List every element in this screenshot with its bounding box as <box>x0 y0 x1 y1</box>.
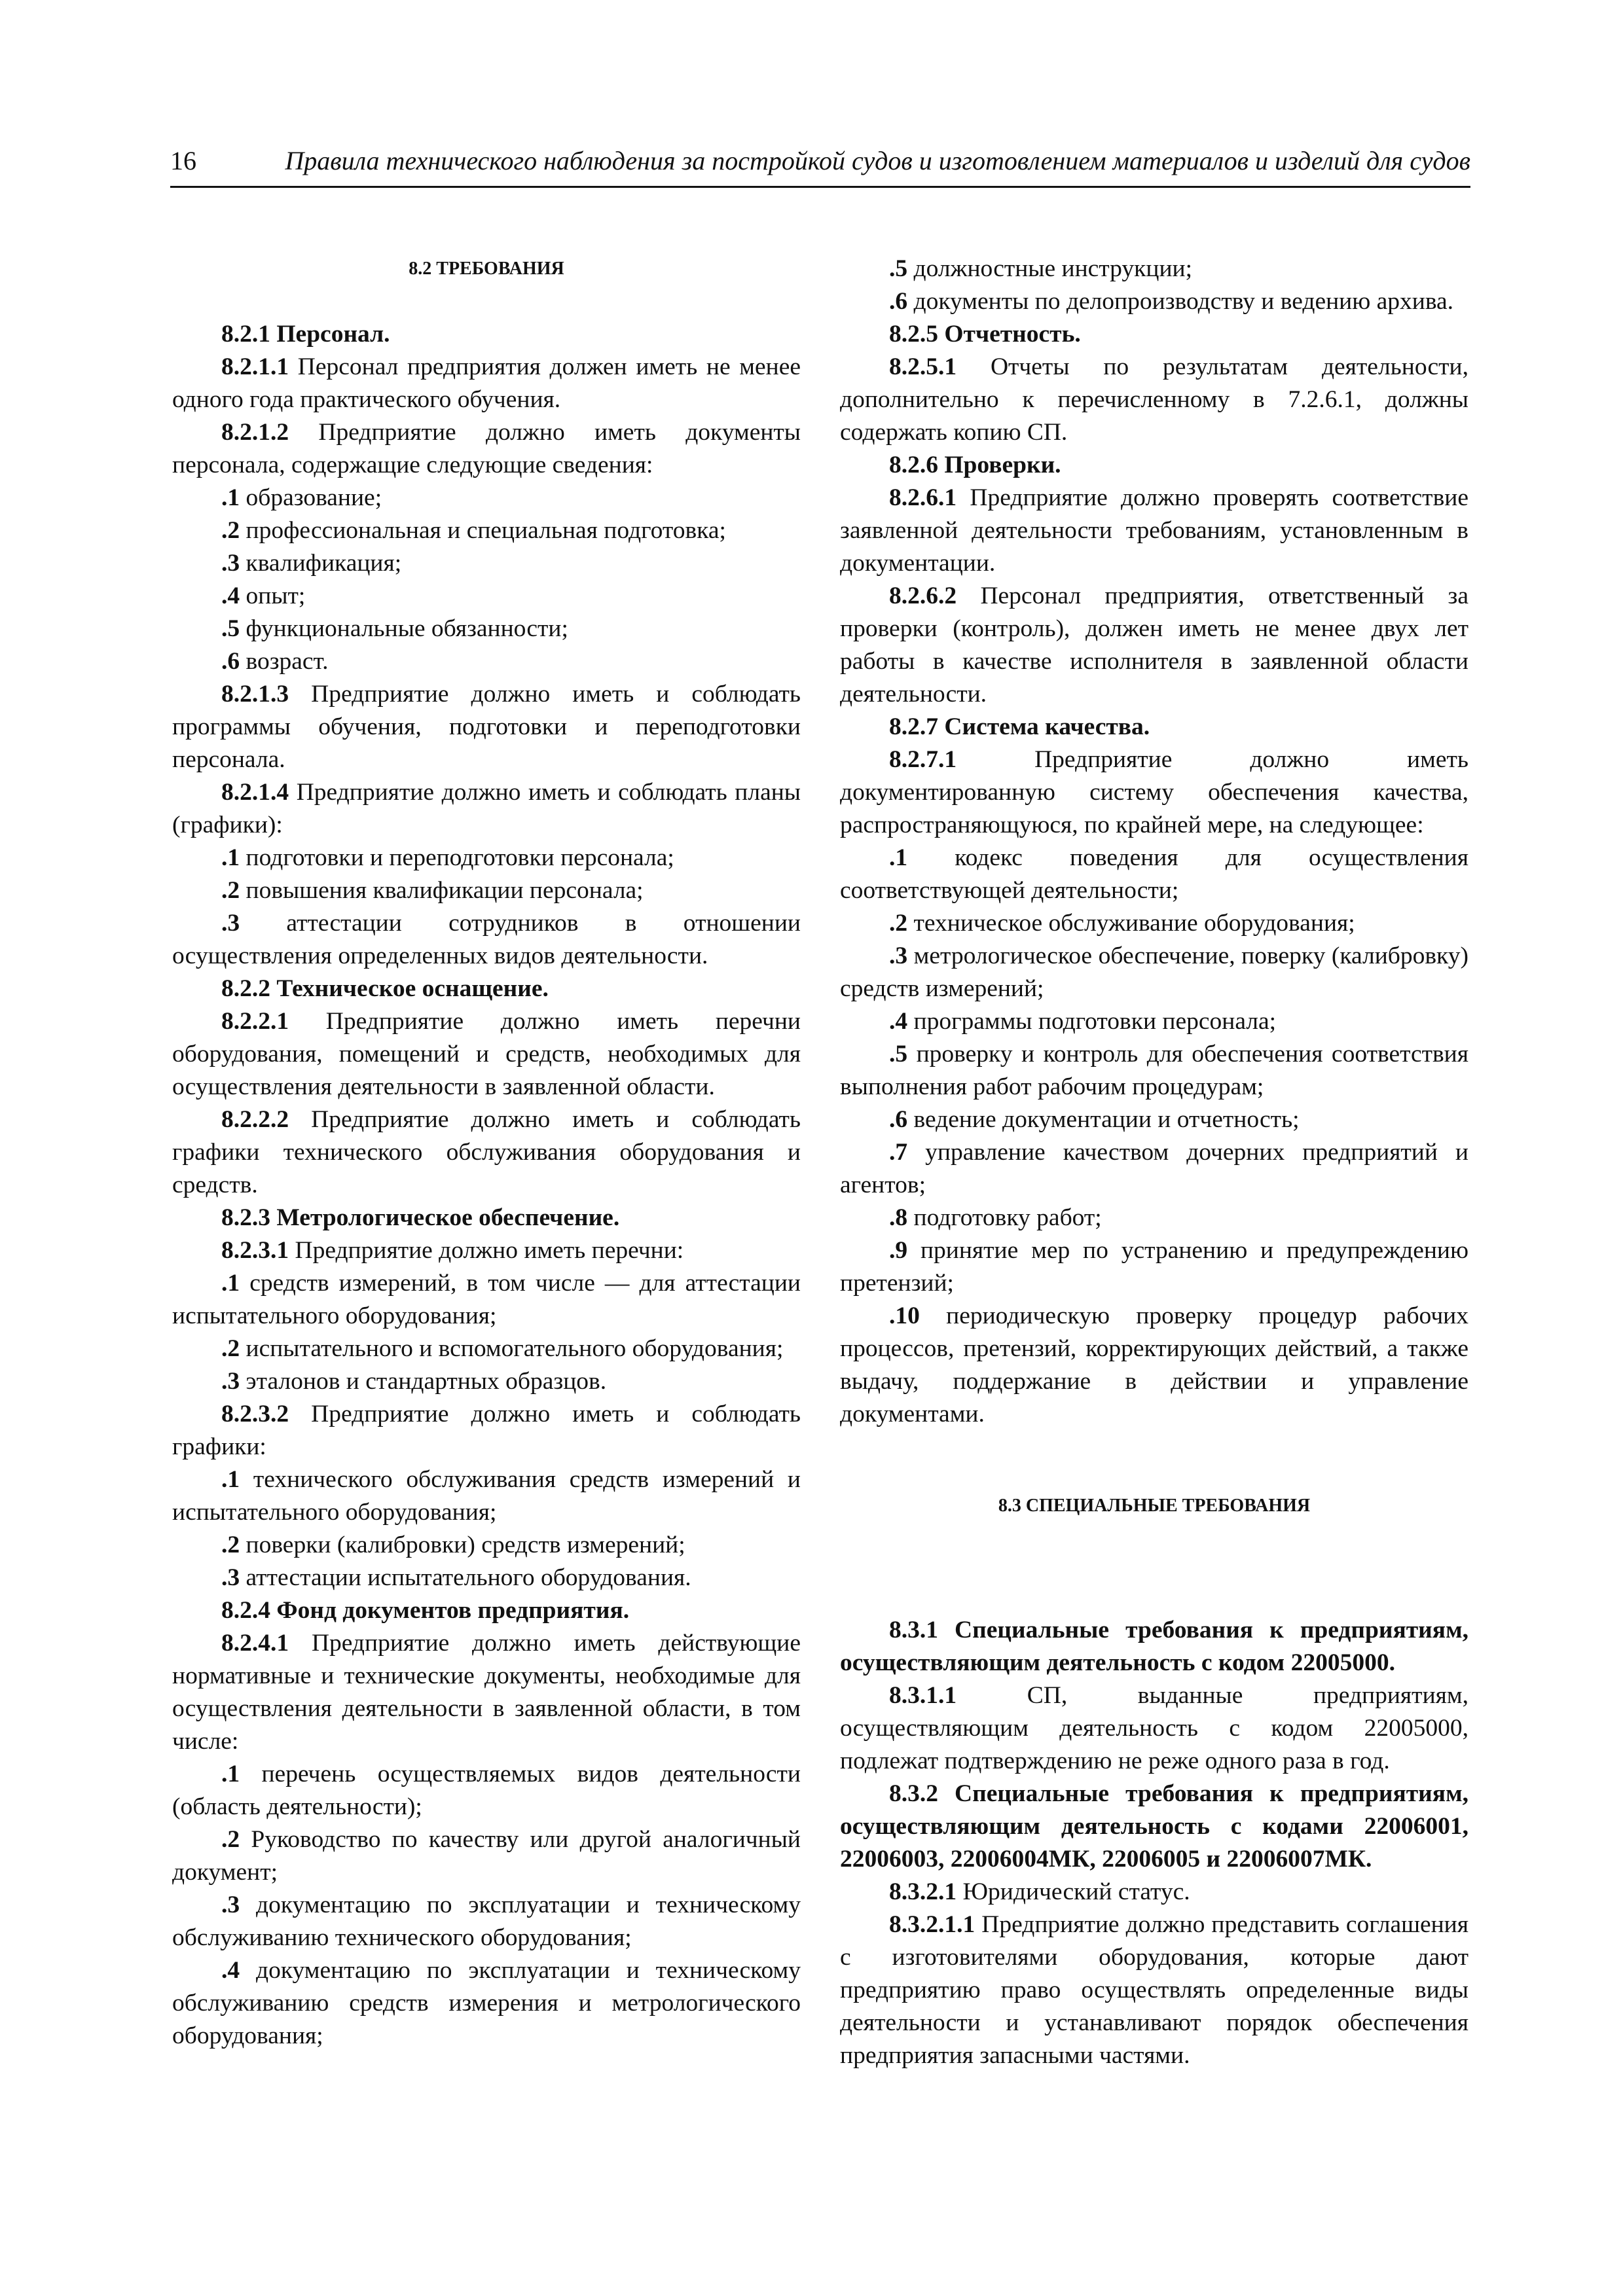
list-item: .6 документы по делопроизводству и ведению архива. <box>889 288 1454 315</box>
paragraph: 8.2.1.2 Предприятие должно иметь документы персонала, содержащие следующие сведения: <box>172 419 801 478</box>
list-item: .3 аттестации сотрудников в отношении осуществления определенных видов деятельности. <box>172 910 801 969</box>
list-item: .2 профессиональная и специальная подготовка; <box>221 517 726 544</box>
page-number: 16 <box>170 146 196 175</box>
list-item: .7 управление качеством дочерних предприятий и агентов; <box>840 1139 1468 1198</box>
paragraph: 8.2.7.1 Предприятие должно иметь документированную систему обеспечения качества, распространяющуюся, по крайней мере, на следующее: <box>840 746 1468 838</box>
paragraph: 8.3.2.1 Юридический статус. <box>889 1878 1190 1905</box>
list-item: .2 поверки (калибровки) средств измерений; <box>221 1532 685 1558</box>
list-item: .10 периодическую проверку процедур рабочих процессов, претензий, корректирующих действий, а также выдачу, поддержание в действии и управление документами. <box>840 1302 1468 1427</box>
list-item: .1 средств измерений, в том числе — для аттестации испытательного оборудования; <box>172 1270 801 1329</box>
right-column <box>840 253 1468 2072</box>
paragraph: 8.3.1.1 СП, выданные предприятиям, осуществляющим деятельность с кодом 22005000, подлежат подтверждению не реже одного раза в год. <box>840 1682 1468 1774</box>
page-header <box>170 145 1470 188</box>
paragraph: 8.2.3 Метрологическое обеспечение. <box>221 1204 620 1231</box>
paragraph: 8.3.1 Специальные требования к предприятиям, осуществляющим деятельность с кодом 22005000. <box>840 1617 1468 1676</box>
paragraph: 8.2.2.1 Предприятие должно иметь перечни оборудования, помещений и средств, необходимых для осуществления деятельности в заявленной области. <box>172 1008 801 1100</box>
paragraph: 8.2.7 Система качества. <box>889 713 1150 740</box>
list-item: .4 опыт; <box>221 583 306 609</box>
list-item: .4 программы подготовки персонала; <box>889 1008 1277 1035</box>
paragraph: 8.2.1 Персонал. <box>221 321 390 348</box>
list-item: .1 перечень осуществляемых видов деятельности (область деятельности); <box>172 1761 801 1820</box>
paragraph: 8.2.6 Проверки. <box>889 452 1061 478</box>
list-item: .3 аттестации испытательного оборудования. <box>221 1564 691 1591</box>
list-item: .1 подготовки и переподготовки персонала; <box>221 844 674 871</box>
list-item: .9 принятие мер по устранению и предупреждению претензий; <box>840 1237 1468 1297</box>
list-item: .6 возраст. <box>221 648 329 675</box>
paragraph: 8.2.3.2 Предприятие должно иметь и соблюдать графики: <box>172 1401 801 1460</box>
list-item: .2 повышения квалификации персонала; <box>221 877 644 904</box>
list-item: .4 документацию по эксплуатации и техническому обслуживанию средств измерения и метрологического оборудования; <box>172 1957 801 2049</box>
section-heading: 8.3 СПЕЦИАЛЬНЫЕ ТРЕБОВАНИЯ <box>998 1496 1311 1516</box>
paragraph: 8.2.3.1 Предприятие должно иметь перечни: <box>221 1237 684 1264</box>
paragraph: 8.2.1.4 Предприятие должно иметь и соблюдать планы (графики): <box>172 779 801 838</box>
paragraph: 8.2.2.2 Предприятие должно иметь и соблюдать графики технического обслуживания оборудования и средств. <box>172 1106 801 1198</box>
list-item: .2 Руководство по качеству или другой аналогичный документ; <box>172 1826 801 1886</box>
running-title: Правила технического наблюдения за постройкой судов и изготовлением материалов и изделий для судов <box>285 146 1470 175</box>
paragraph: 8.2.1.3 Предприятие должно иметь и соблюдать программы обучения, подготовки и переподготовки персонала. <box>172 681 801 773</box>
list-item: .5 должностные инструкции; <box>889 255 1193 282</box>
list-item: .1 технического обслуживания средств измерений и испытательного оборудования; <box>172 1466 801 1526</box>
paragraph: 8.2.1.1 Персонал предприятия должен иметь не менее одного года практического обучения. <box>172 353 801 413</box>
list-item: .1 кодекс поведения для осуществления соответствующей деятельности; <box>840 844 1468 904</box>
list-item: .5 проверку и контроль для обеспечения соответствия выполнения работ рабочим процедурам; <box>840 1041 1468 1100</box>
list-item: .3 эталонов и стандартных образцов. <box>221 1368 607 1395</box>
list-item: .3 метрологическое обеспечение, поверку (калибровку) средств измерений; <box>840 942 1468 1002</box>
paragraph: 8.3.2 Специальные требования к предприятиям, осуществляющим деятельность с кодами 22006001, 22006003, 22006004МК, 22006005 и 22006007МК. <box>840 1780 1468 1873</box>
paragraph: 8.2.5 Отчетность. <box>889 321 1081 348</box>
list-item: .3 документацию по эксплуатации и техническому обслуживанию технического оборудования; <box>172 1892 801 1951</box>
list-item: .1 образование; <box>221 484 382 511</box>
paragraph: 8.2.6.2 Персонал предприятия, ответственный за проверки (контроль), должен иметь не менее двух лет работы в качестве исполнителя в заявленной области деятельности. <box>840 583 1468 708</box>
paragraph: 8.2.5.1 Отчеты по результатам деятельности, дополнительно к перечисленному в 7.2.6.1, должны содержать копию СП. <box>840 353 1468 446</box>
paragraph: 8.2.4 Фонд документов предприятия. <box>221 1597 630 1624</box>
list-item: .5 функциональные обязанности; <box>221 615 568 642</box>
section-heading: 8.2 ТРЕБОВАНИЯ <box>409 259 564 279</box>
paragraph: 8.2.6.1 Предприятие должно проверять соответствие заявленной деятельности требованиям, установленным в документации. <box>840 484 1468 577</box>
paragraph: 8.3.2.1.1 Предприятие должно представить соглашения с изготовителями оборудования, которые дают предприятию право осуществлять определенные виды деятельности и устанавливают порядок обеспечения предприятия запасными частями. <box>840 1911 1468 2069</box>
list-item: .2 техническое обслуживание оборудования; <box>889 910 1355 937</box>
list-item: .2 испытательного и вспомогательного оборудования; <box>221 1335 784 1362</box>
left-column <box>172 253 801 2053</box>
list-item: .3 квалификация; <box>221 550 402 577</box>
paragraph: 8.2.2 Техническое оснащение. <box>221 975 549 1002</box>
paragraph: 8.2.4.1 Предприятие должно иметь действующие нормативные и технические документы, необходимые для осуществления деятельности в заявленной области, в том числе: <box>172 1630 801 1755</box>
list-item: .6 ведение документации и отчетность; <box>889 1106 1300 1133</box>
list-item: .8 подготовку работ; <box>889 1204 1102 1231</box>
